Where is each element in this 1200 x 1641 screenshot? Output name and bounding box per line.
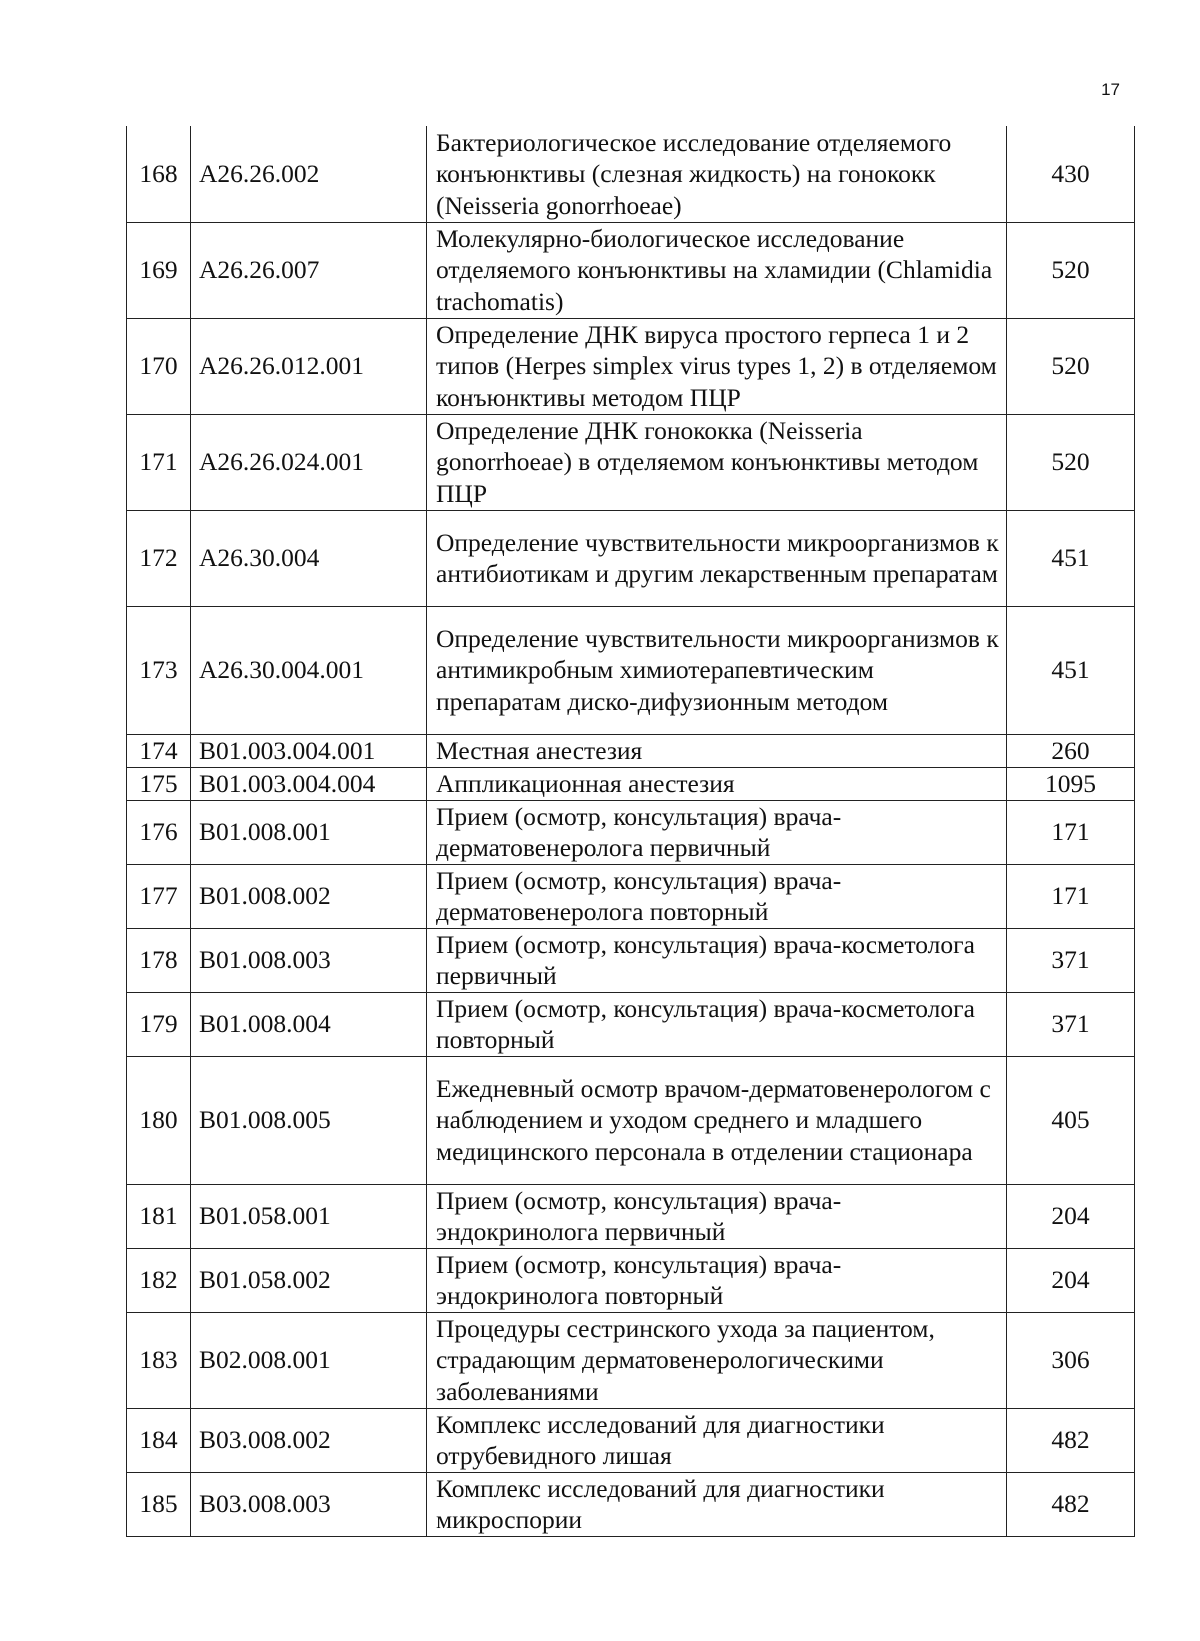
table-row (127, 126, 1135, 222)
row-number: 183 (127, 1312, 191, 1408)
service-name: Прием (осмотр, консультация) врача-эндокринолога первичный (427, 1184, 1007, 1248)
service-name: Аппликационная анестезия (427, 767, 1007, 800)
service-name: Прием (осмотр, консультация) врача-косметолога первичный (427, 928, 1007, 992)
row-number: 168 (127, 126, 191, 222)
service-price: 171 (1007, 800, 1135, 864)
table-row (127, 510, 1135, 606)
service-code: B01.008.003 (191, 928, 427, 992)
service-name: Комплекс исследований для диагностики микроспории (427, 1472, 1007, 1536)
service-price: 260 (1007, 734, 1135, 767)
service-code: B01.003.004.004 (191, 767, 427, 800)
service-price: 405 (1007, 1056, 1135, 1184)
row-number: 175 (127, 767, 191, 800)
services-price-table (126, 126, 1135, 1537)
service-name: Комплекс исследований для диагностики отрубевидного лишая (427, 1408, 1007, 1472)
table-row (127, 1184, 1135, 1248)
service-price: 482 (1007, 1408, 1135, 1472)
service-code: A26.30.004 (191, 510, 427, 606)
row-number: 179 (127, 992, 191, 1056)
table-row (127, 928, 1135, 992)
service-name: Бактериологическое исследование отделяемого конъюнктивы (слезная жидкость) на гонококк (Neisseria gonorrhoeae) (427, 126, 1007, 222)
service-price: 371 (1007, 928, 1135, 992)
service-price: 204 (1007, 1248, 1135, 1312)
table-body (127, 126, 1135, 1536)
service-code: A26.26.012.001 (191, 318, 427, 414)
service-price: 482 (1007, 1472, 1135, 1536)
service-name: Процедуры сестринского ухода за пациентом, страдающим дерматовенерологическими заболеваниями (427, 1312, 1007, 1408)
service-code: A26.26.002 (191, 126, 427, 222)
service-name: Определение ДНК вируса простого герпеса 1 и 2 типов (Herpes simplex virus types 1, 2) в отделяемом конъюнктивы методом ПЦР (427, 318, 1007, 414)
service-name: Прием (осмотр, консультация) врача-косметолога повторный (427, 992, 1007, 1056)
service-price: 371 (1007, 992, 1135, 1056)
service-code: B01.058.001 (191, 1184, 427, 1248)
table-row (127, 734, 1135, 767)
table-row (127, 1312, 1135, 1408)
row-number: 178 (127, 928, 191, 992)
service-code: A26.30.004.001 (191, 606, 427, 734)
service-code: B01.058.002 (191, 1248, 427, 1312)
row-number: 185 (127, 1472, 191, 1536)
row-number: 184 (127, 1408, 191, 1472)
service-code: B03.008.003 (191, 1472, 427, 1536)
page-number: 17 (1101, 80, 1120, 99)
table-row (127, 318, 1135, 414)
service-price: 451 (1007, 606, 1135, 734)
service-name: Определение чувствительности микроорганизмов к антимикробным химиотерапевтическим препаратам диско-дифузионным методом (427, 606, 1007, 734)
service-price: 520 (1007, 414, 1135, 510)
service-name: Прием (осмотр, консультация) врача-дерматовенеролога повторный (427, 864, 1007, 928)
table-row (127, 1408, 1135, 1472)
service-price: 520 (1007, 318, 1135, 414)
service-name: Молекулярно-биологическое исследование отделяемого конъюнктивы на хламидии (Chlamidia trachomatis) (427, 222, 1007, 318)
service-name: Местная анестезия (427, 734, 1007, 767)
row-number: 172 (127, 510, 191, 606)
service-code: B01.003.004.001 (191, 734, 427, 767)
table-row (127, 864, 1135, 928)
table-row (127, 992, 1135, 1056)
table-row (127, 414, 1135, 510)
table-row (127, 800, 1135, 864)
table-row (127, 767, 1135, 800)
row-number: 174 (127, 734, 191, 767)
service-price: 204 (1007, 1184, 1135, 1248)
table-row (127, 606, 1135, 734)
service-name: Прием (осмотр, консультация) врача-эндокринолога повторный (427, 1248, 1007, 1312)
table-row (127, 222, 1135, 318)
service-price: 1095 (1007, 767, 1135, 800)
service-price: 171 (1007, 864, 1135, 928)
service-name: Определение чувствительности микроорганизмов к антибиотикам и другим лекарственным препаратам (427, 510, 1007, 606)
service-price: 451 (1007, 510, 1135, 606)
service-price: 520 (1007, 222, 1135, 318)
service-price: 306 (1007, 1312, 1135, 1408)
table-row (127, 1248, 1135, 1312)
row-number: 176 (127, 800, 191, 864)
row-number: 173 (127, 606, 191, 734)
row-number: 169 (127, 222, 191, 318)
service-name: Прием (осмотр, консультация) врача-дерматовенеролога первичный (427, 800, 1007, 864)
service-code: A26.26.007 (191, 222, 427, 318)
service-code: B01.008.005 (191, 1056, 427, 1184)
row-number: 171 (127, 414, 191, 510)
service-name: Определение ДНК гонококка (Neisseria gonorrhoeae) в отделяемом конъюнктивы методом ПЦР (427, 414, 1007, 510)
service-code: B03.008.002 (191, 1408, 427, 1472)
table-row (127, 1056, 1135, 1184)
row-number: 177 (127, 864, 191, 928)
service-code: B01.008.004 (191, 992, 427, 1056)
service-code: A26.26.024.001 (191, 414, 427, 510)
service-code: B01.008.002 (191, 864, 427, 928)
table-row (127, 1472, 1135, 1536)
row-number: 181 (127, 1184, 191, 1248)
service-name: Ежедневный осмотр врачом-дерматовенерологом с наблюдением и уходом среднего и младшего медицинского персонала в отделении стационара (427, 1056, 1007, 1184)
service-code: B02.008.001 (191, 1312, 427, 1408)
service-price: 430 (1007, 126, 1135, 222)
service-code: B01.008.001 (191, 800, 427, 864)
row-number: 180 (127, 1056, 191, 1184)
row-number: 170 (127, 318, 191, 414)
row-number: 182 (127, 1248, 191, 1312)
